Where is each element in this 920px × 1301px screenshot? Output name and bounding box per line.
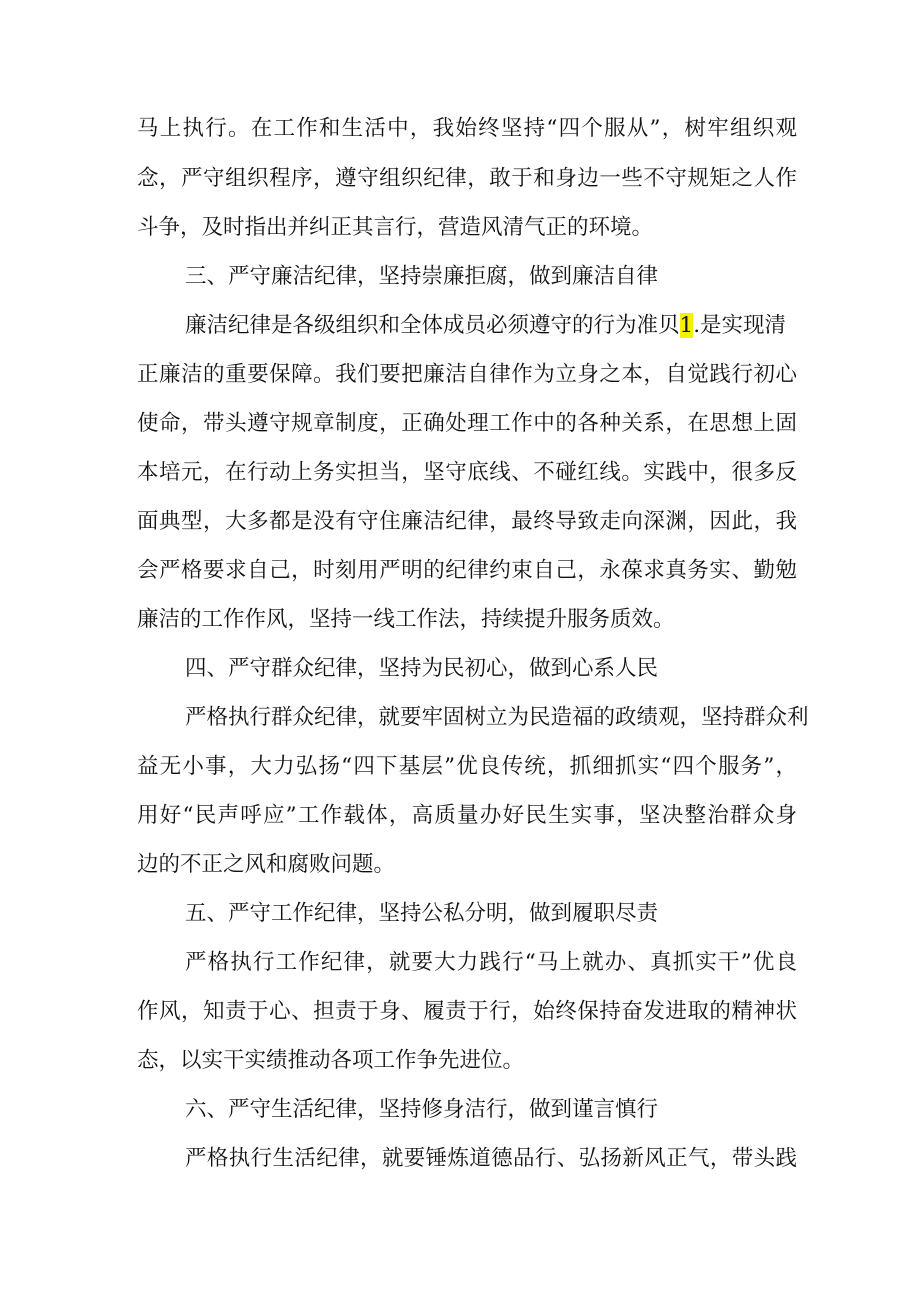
paragraph-line: 严格执行生活纪律，就要锤炼道德品行、弘扬新风正气，带头践: [185, 1146, 797, 1171]
paragraph-line: 廉洁的工作作风，坚持一线工作法，持续提升服务质效。: [137, 607, 675, 632]
paragraph-line: 马上执行。在工作和生活中，我始终坚持“四个服从”，树牢组织观: [137, 116, 797, 141]
paragraph-line: 念，严守组织程序，遵守组织纪律，敢于和身边一些不守规矩之人作: [137, 166, 797, 191]
paragraph-line: [185, 311, 797, 341]
paragraph-line: 会严格要求自己，时刻用严明的纪律约束自己，永葆求真务实、勤勉: [137, 558, 797, 583]
paragraph-line: 严格执行工作纪律，就要大力践行“马上就办、真抓实干”优良: [185, 950, 797, 975]
section-heading-6: 六、严守生活纪律，坚持修身洁行，做到谨言慎行: [185, 1097, 659, 1122]
paragraph-line: 严格执行群众纪律，就要牢固树立为民造福的政绩观，坚持群众利: [185, 705, 809, 730]
paragraph-line: 斗争，及时指出并纠正其言行，营造风清气正的环境。: [137, 215, 654, 240]
section-heading-3: 三、严守廉洁纪律，坚持崇廉拒腐，做到廉洁自律: [185, 264, 659, 289]
paragraph-line: 面典型，大多都是没有守住廉洁纪律，最终导致走向深渊，因此，我: [137, 509, 797, 534]
paragraph-line: 使命，带头遵守规章制度，正确处理工作中的各种关系，在思想上固: [137, 411, 797, 436]
paragraph-line: 态，以实干实绩推动各项工作争先进位。: [137, 1048, 525, 1073]
section-heading-4: 四、严守群众纪律，坚持为民初心，做到心系人民: [185, 656, 659, 681]
highlighted-mark: 1: [679, 313, 694, 338]
paragraph-line: 本培元，在行动上务实担当，坚守底线、不碰红线。实践中，很多反: [137, 460, 797, 485]
paragraph-line: 作风，知责于心、担责于身、履责于行，始终保持奋发进取的精神状: [137, 999, 797, 1024]
section-heading-5: 五、严守工作纪律，坚持公私分明，做到履职尽责: [185, 901, 659, 926]
paragraph-line: 正廉洁的重要保障。我们要把廉洁自律作为立身之本，自觉践行初心: [137, 362, 797, 387]
paragraph-line: 边的不正之风和腐败问题。: [137, 852, 396, 877]
paragraph-text: .是实现清: [693, 313, 787, 338]
paragraph-line: 益无小事，大力弘扬“四下基层”优良传统，抓细抓实“四个服务”，: [137, 754, 797, 779]
paragraph-text: 廉洁纪律是各级组织和全体成员必须遵守的行为准贝: [185, 313, 680, 338]
paragraph-line: 用好“民声呼应”工作载体，高质量办好民生实事，坚决整治群众身: [137, 803, 797, 828]
